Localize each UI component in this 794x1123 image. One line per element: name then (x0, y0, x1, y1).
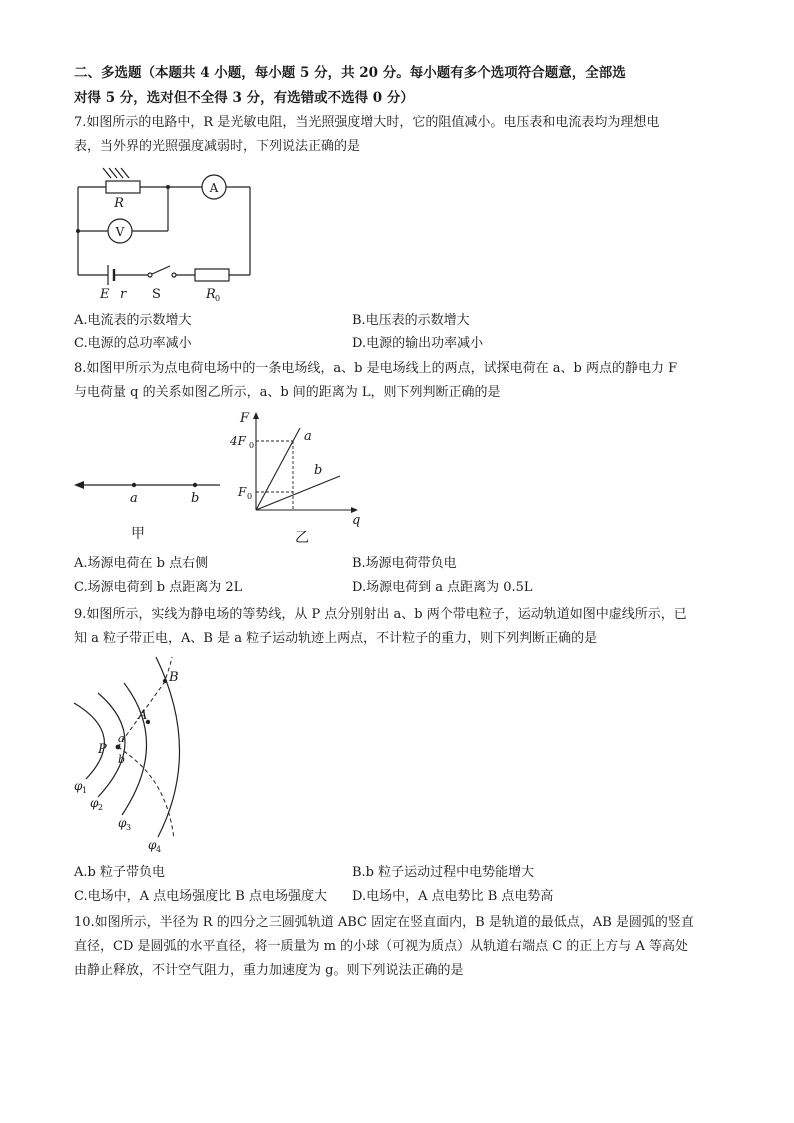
q8-option-a[interactable]: A.场源电荷在 b 点右侧 (74, 556, 209, 571)
q7-circuit-diagram (70, 165, 260, 305)
q8-field-line-figure (70, 470, 230, 550)
label-B: B (169, 670, 179, 685)
label-S: S (152, 287, 161, 302)
section-heading-line1: 二、多选题（本题共 4 小题，每小题 5 分，共 20 分。每小题有多个选项符合题意，全部选 (74, 65, 626, 81)
label-phi2-subscript: 2 (98, 803, 104, 812)
equipotential-phi3 (122, 683, 147, 815)
tick-F0: F (238, 485, 247, 499)
label-E: E (100, 287, 110, 302)
q7-stem-line2: 表，当外界的光照强度减弱时，下列说法正确的是 (74, 139, 361, 154)
trajectory-a (118, 657, 172, 747)
label-phi1: φ (74, 779, 83, 793)
q8-stem-line2: 与电荷量 q 的关系如图乙所示，a、b 间的距离为 L，则下列判断正确的是 (74, 385, 501, 400)
section-heading-line2: 对得 5 分，选对但不全得 3 分，有选错或不选得 0 分） (74, 90, 414, 106)
q9-option-d[interactable]: D.电场中，A 点电势比 B 点电势高 (352, 889, 554, 904)
q9-stem-line1: 9.如图所示，实线为静电场的等势线，从 P 点分别射出 a、b 两个带电粒子，运动轨道如图中虚线所示，已 (74, 607, 687, 622)
caption-yi: 乙 (295, 530, 309, 546)
photoresistor (106, 181, 140, 193)
q7-option-a[interactable]: A.电流表的示数增大 (74, 313, 192, 328)
q8-option-b[interactable]: B.场源电荷带负电 (352, 556, 457, 571)
label-R: R (114, 196, 124, 211)
q10-stem-line2: 直径，CD 是圆弧的水平直径，将一质量为 m 的小球（可视为质点）从轨道右端点 C 的正上方与 A 等高处 (74, 939, 688, 954)
label-phi3: φ (118, 816, 127, 830)
switch-lever (152, 266, 170, 274)
label-phi2: φ (90, 796, 99, 810)
label-phi1-subscript: 1 (82, 786, 88, 795)
q9-option-c[interactable]: C.电场中，A 点电场强度比 B 点电场强度大 (74, 889, 327, 904)
graph-label-a: a (304, 429, 312, 444)
point-b-dot (193, 483, 197, 487)
label-trajectory-b: b (118, 753, 126, 766)
tick-F0-subscript: 0 (247, 492, 253, 501)
label-R0: R (206, 287, 216, 302)
label-P: P (98, 742, 107, 757)
q7-option-d[interactable]: D.电源的输出功率减小 (352, 336, 484, 351)
q7-option-c[interactable]: C.电源的总功率减小 (74, 336, 192, 351)
point-B-dot (163, 679, 167, 683)
q7-option-b[interactable]: B.电压表的示数增大 (352, 313, 470, 328)
q10-stem-line3: 由静止释放，不计空气阻力，重力加速度为 g。则下列说法正确的是 (74, 963, 464, 978)
field-line-arrowhead (74, 481, 84, 489)
label-r: r (120, 287, 127, 302)
tick-4F0-subscript: 0 (249, 441, 255, 450)
q8-option-d[interactable]: D.场源电荷到 a 点距离为 0.5L (352, 580, 533, 595)
q8-force-charge-graph (226, 408, 366, 548)
label-phi4-subscript: 4 (156, 845, 162, 854)
point-P-dot (116, 745, 121, 750)
q8-option-c[interactable]: C.场源电荷到 b 点距离为 2L (74, 580, 243, 595)
q9-stem-line2: 知 a 粒子带正电，A、B 是 a 粒子运动轨迹上两点，不计粒子的重力，则下列判断正确的是 (74, 631, 598, 646)
q9-option-a[interactable]: A.b 粒子带负电 (74, 865, 165, 880)
graph-line-b (256, 476, 340, 510)
equipotential-phi1 (74, 703, 104, 779)
q9-option-b[interactable]: B.b 粒子运动过程中电势能增大 (352, 865, 535, 880)
label-phi3-subscript: 3 (126, 823, 132, 832)
point-a-dot (132, 483, 136, 487)
label-trajectory-a: a (118, 732, 125, 745)
axis-F-label: F (240, 411, 250, 426)
q8-stem-line1: 8.如图甲所示为点电荷电场中的一条电场线，a、b 是电场线上的两点，试探电荷在 a、b 两点的静电力 F (74, 361, 678, 376)
label-voltmeter: V (115, 225, 125, 239)
axis-q-label: q (352, 513, 361, 528)
graph-label-b: b (314, 463, 323, 478)
tick-4F0: 4F (230, 434, 246, 448)
caption-jia: 甲 (131, 526, 145, 542)
label-phi4: φ (148, 838, 157, 852)
q10-stem-line1: 10.如图所示，半径为 R 的四分之三圆弧轨道 ABC 固定在竖直面内，B 是轨道的最低点，AB 是圆弧的竖直 (74, 915, 694, 930)
label-ammeter: A (209, 181, 219, 195)
q7-stem-line1: 7.如图所示的电路中，R 是光敏电阻，当光照强度增大时，它的阻值减小。电压表和电流表均为理想电 (74, 115, 660, 130)
resistor-R0 (195, 269, 229, 281)
point-b-label: b (191, 491, 200, 506)
q9-equipotential-diagram (70, 655, 200, 855)
point-a-label: a (130, 491, 138, 506)
label-R0-subscript: 0 (215, 294, 221, 303)
label-A: A (138, 708, 148, 723)
